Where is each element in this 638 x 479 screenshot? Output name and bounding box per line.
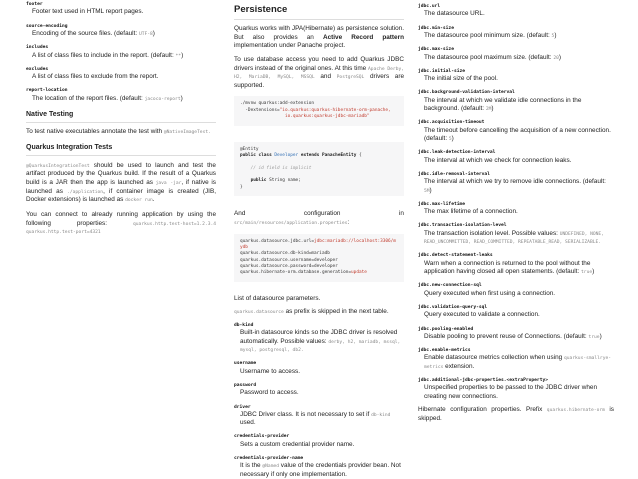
idle-desc: The interval at which we try to remove idle connections. (default: 5M)	[424, 178, 606, 194]
validation-query-desc: Query executed to validate a connection.	[424, 311, 540, 319]
stmt-leaks-desc: Warn when a connection is returned to the pool without the application having closed all open statements. (default: true)	[424, 259, 595, 276]
credentials-provider-name-desc: It is the @Named value of the credentials provider bean. Not necessary if only one implementation.	[240, 462, 401, 478]
command-code-block: ./mvnw quarkus:add-extension -Dextensions="io.quarkus:quarkus-hibernate-orm-panache, io.quarkus:quarkus-jdbc-mariadb"	[234, 96, 404, 125]
additional-props-term: jdbc.additional-jdbc-properties.<extraProperty>	[418, 378, 548, 384]
config-text: And configuration in src/main/resources/application.properties:	[234, 210, 404, 226]
password-term: password	[234, 382, 257, 388]
max-size-desc: The datasource pool maximum size. (default: 20)	[424, 53, 561, 61]
credentials-provider-name-term: credentials-provider-name	[234, 456, 304, 462]
entity-code-block: @Entity public class Developer extends PanacheEntity { // id field is implicit public String name; }	[234, 142, 404, 197]
footer-term: footer	[26, 2, 43, 7]
list-intro: List of datasource parameters.	[234, 294, 321, 302]
additional-props-desc: Unspecified properties to be passed to the JDBC driver when creating new connections.	[424, 384, 597, 400]
divider	[234, 19, 404, 20]
db-kind-term: db-kind	[234, 323, 254, 329]
validation-query-term: jdbc.validation-query-sql	[418, 304, 488, 310]
new-conn-sql-term: jdbc.new-connection-sql	[418, 283, 482, 289]
hibernate-text: Hibernate configuration properties. Prefix quarkus.hibernate-orm is skipped.	[418, 406, 615, 422]
db-kind-desc: Built-in datasource kinds so the JDBC driver is resolved automatically. Possible values: derby, h2, mariadb, mssql, mysql, postgresql, db2.	[240, 329, 401, 353]
driver-desc: JDBC Driver class. It is not necessary to set if db-kind used.	[240, 410, 391, 427]
isolation-desc: The transaction isolation level. Possible values: UNDEFINED, NONE, READ_UNCOMMITTED, READ_COMMITTED, REPEATABLE_READ, SERIALIZABLE.	[424, 229, 604, 246]
lifetime-desc: The max lifetime of a connection.	[424, 208, 518, 216]
source-encoding-term: source-encoding	[26, 23, 68, 29]
divider	[26, 122, 216, 123]
leak-desc: The interval at which we check for connection leaks.	[424, 156, 572, 164]
min-size-term: jdbc.min-size	[418, 25, 454, 31]
persistence-drivers: To use database access you need to add Quarkus JDBC drivers instead of the original ones. At this time Apache Derby, H2, MariaDB, MySQL, MSSQL and PostgreSQL drivers are supported.	[234, 55, 405, 89]
persistence-intro: Quarkus works with JPA(Hibernate) as persistence solution. But also provides an Active Record pattern implementation under Panache project.	[234, 25, 404, 50]
excludes-term: excludes	[26, 66, 49, 72]
column-left	[26, 0, 216, 237]
native-testing-heading: Native Testing	[26, 111, 74, 119]
override-text: You can connect to already running application by using the following properties: quarkus.http.test-host=1.2.3.4 quarkus.http.test-port=4321	[26, 210, 216, 236]
excludes-desc: A list of class files to exclude from the report.	[32, 73, 159, 81]
includes-desc: A list of class files to include in the report. (default: **)	[32, 51, 184, 59]
credentials-provider-term: credentials-provider	[234, 434, 290, 440]
bg-validation-term: jdbc.background-validation-interval	[418, 90, 515, 96]
driver-term: driver	[234, 404, 251, 410]
jdbc-url-term: jdbc.url	[418, 4, 441, 9]
integration-heading: Quarkus Integration Tests	[26, 143, 113, 151]
includes-term: includes	[26, 45, 49, 51]
lifetime-term: jdbc.max-lifetime	[418, 201, 466, 207]
max-size-term: jdbc.max-size	[418, 47, 454, 53]
username-term: username	[234, 361, 257, 367]
credentials-provider-desc: Sets a custom credential provider name.	[240, 440, 355, 448]
divider	[26, 155, 216, 156]
isolation-term: jdbc.transaction-isolation-level	[418, 223, 507, 229]
report-location-term: report-location	[26, 88, 68, 94]
initial-size-desc: The initial size of the pool.	[424, 75, 498, 83]
native-testing-text: To test native executables annotate the test with @NativeImageTest.	[26, 128, 211, 136]
acq-timeout-desc: The timeout before cancelling the acquisition of a new connection. (default: 5)	[424, 126, 611, 142]
min-size-desc: The datasource pool minimum size. (default: 5)	[424, 31, 557, 39]
properties-code-block: quarkus.datasource.jdbc.url=jdbc:mariadb://localhost:3306/m ydb quarkus.datasource.db-kind=mariadb quarkus.datasource.username=developer quarkus.datasource.password=developer quarkus.hibernate-orm.database.generation=update	[234, 234, 404, 282]
username-desc: Username to access.	[240, 367, 301, 375]
pooling-term: jdbc.pooling-enabled	[418, 326, 474, 332]
initial-size-term: jdbc.initial-size	[418, 68, 466, 74]
jdbc-url-desc: The datasource URL.	[424, 10, 485, 18]
metrics-desc: Enable datasource metrics collection when using quarkus-smallrye-metrics extension.	[424, 354, 611, 370]
idle-term: jdbc.idle-removal-interval	[418, 171, 490, 177]
leak-term: jdbc.leak-detection-interval	[418, 150, 496, 156]
page-title: Persistence	[234, 4, 288, 15]
new-conn-sql-desc: Query executed when first using a connection.	[424, 289, 556, 297]
bg-validation-desc: The interval at which we validate idle connections in the background. (default: 2M)	[424, 96, 582, 113]
prefix-text: quarkus.datasource as prefix is skipped in the next table.	[234, 308, 389, 316]
password-desc: Password to access.	[240, 389, 299, 397]
footer-desc: Footer text used in HTML report pages.	[32, 8, 144, 16]
integration-text: @QuarkusIntegrationTest should be used to launch and test the artifact produced by the Quarkus build. If the result of a Quarkus build is a JAR then the app is launched as java -jar, if native is launched as ./application, if container image is created (JIB, Docker extensions) is launched as docker run.	[26, 161, 216, 204]
stmt-leaks-term: jdbc.detect-statement-leaks	[418, 253, 493, 259]
column-right	[418, 0, 614, 423]
metrics-term: jdbc.enable-metrics	[418, 348, 471, 354]
column-middle	[234, 0, 404, 479]
report-location-desc: The location of the report files. (default: jacoco-report)	[32, 94, 183, 102]
source-encoding-desc: Encoding of the source files. (default: UTF-8)	[32, 29, 155, 37]
acq-timeout-term: jdbc.acquisition-timeout	[418, 120, 485, 126]
pooling-desc: Disable pooling to prevent reuse of Connections. (default: true)	[424, 332, 602, 340]
